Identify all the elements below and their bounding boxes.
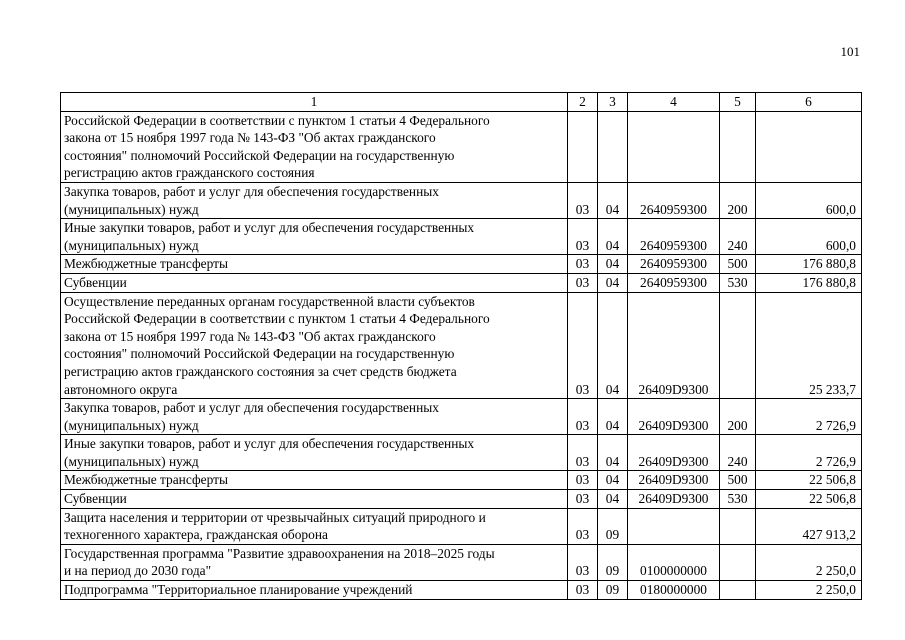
table-row (61, 399, 862, 435)
row-expense-type: 530 (720, 273, 756, 292)
row-subsection: 09 (598, 508, 628, 544)
row-amount: 22 506,8 (756, 490, 862, 509)
page-number: 101 (840, 44, 860, 59)
row-amount: 427 913,2 (756, 508, 862, 544)
budget-table (60, 92, 862, 600)
row-section: 03 (568, 255, 598, 274)
row-expense-type: 530 (720, 490, 756, 509)
row-subsection: 04 (598, 471, 628, 490)
table-header-row (61, 93, 862, 112)
row-amount: 2 250,0 (756, 581, 862, 600)
row-expense-type: 500 (720, 471, 756, 490)
table-body (61, 111, 862, 599)
table-row (61, 255, 862, 274)
row-target-article: 26409D9300 (628, 292, 720, 399)
row-subsection: 09 (598, 544, 628, 580)
column-header-2: 2 (568, 93, 598, 112)
row-expense-type: 500 (720, 255, 756, 274)
row-target-article: 26409D9300 (628, 435, 720, 471)
row-section: 03 (568, 292, 598, 399)
table-row (61, 292, 862, 399)
column-header-1: 1 (61, 93, 568, 112)
table-row (61, 471, 862, 490)
row-description: Межбюджетные трансферты (61, 471, 568, 490)
row-target-article: 2640959300 (628, 219, 720, 255)
row-amount: 176 880,8 (756, 255, 862, 274)
row-expense-type (720, 508, 756, 544)
row-section: 03 (568, 490, 598, 509)
row-section: 03 (568, 471, 598, 490)
row-expense-type (720, 544, 756, 580)
row-target-article: 2640959300 (628, 273, 720, 292)
row-section: 03 (568, 182, 598, 218)
row-expense-type (720, 111, 756, 182)
row-description: Субвенции (61, 273, 568, 292)
row-description: Межбюджетные трансферты (61, 255, 568, 274)
table-row (61, 508, 862, 544)
row-description: Защита населения и территории от чрезвычайных ситуаций природного и техногенного характера, гражданская оборона (61, 508, 568, 544)
row-section: 03 (568, 508, 598, 544)
row-description: Российской Федерации в соответствии с пунктом 1 статьи 4 Федерального закона от 15 ноября 1997 года № 143-ФЗ "Об актах гражданского состояния" полномочий Российской Федерации на государственную регистрацию актов гражданского состояния (61, 111, 568, 182)
row-description: Закупка товаров, работ и услуг для обеспечения государственных (муниципальных) нужд (61, 182, 568, 218)
table-row (61, 182, 862, 218)
row-amount: 2 726,9 (756, 435, 862, 471)
table-row (61, 581, 862, 600)
row-section: 03 (568, 273, 598, 292)
row-subsection: 09 (598, 581, 628, 600)
table-row (61, 435, 862, 471)
row-subsection: 04 (598, 255, 628, 274)
row-target-article: 0180000000 (628, 581, 720, 600)
row-description: Закупка товаров, работ и услуг для обеспечения государственных (муниципальных) нужд (61, 399, 568, 435)
row-amount: 600,0 (756, 219, 862, 255)
row-expense-type: 200 (720, 182, 756, 218)
row-description: Субвенции (61, 490, 568, 509)
row-amount (756, 111, 862, 182)
row-amount: 600,0 (756, 182, 862, 218)
row-subsection: 04 (598, 182, 628, 218)
row-section: 03 (568, 581, 598, 600)
row-section: 03 (568, 399, 598, 435)
row-subsection (598, 111, 628, 182)
table-row (61, 219, 862, 255)
column-header-3: 3 (598, 93, 628, 112)
column-header-5: 5 (720, 93, 756, 112)
row-description: Иные закупки товаров, работ и услуг для обеспечения государственных (муниципальных) нужд (61, 219, 568, 255)
row-target-article: 26409D9300 (628, 399, 720, 435)
row-target-article (628, 111, 720, 182)
row-description: Подпрограмма "Территориальное планирование учреждений (61, 581, 568, 600)
row-target-article: 2640959300 (628, 255, 720, 274)
table-row (61, 273, 862, 292)
row-description: Государственная программа "Развитие здравоохранения на 2018–2025 годы и на период до 2030 года" (61, 544, 568, 580)
row-target-article: 2640959300 (628, 182, 720, 218)
row-target-article (628, 508, 720, 544)
row-section (568, 111, 598, 182)
row-expense-type: 200 (720, 399, 756, 435)
row-subsection: 04 (598, 435, 628, 471)
row-subsection: 04 (598, 399, 628, 435)
row-subsection: 04 (598, 490, 628, 509)
row-target-article: 0100000000 (628, 544, 720, 580)
row-amount: 2 726,9 (756, 399, 862, 435)
table-row (61, 490, 862, 509)
row-description: Осуществление переданных органам государственной власти субъектов Российской Федерации в соответствии с пунктом 1 статьи 4 Федерального закона от 15 ноября 1997 года № 143-ФЗ "Об актах гражданского состояния" полномочий Российской Федерации на государственную регистрацию актов гражданского состояния за счет средств бюджета автономного округа (61, 292, 568, 399)
row-target-article: 26409D9300 (628, 471, 720, 490)
row-amount: 22 506,8 (756, 471, 862, 490)
row-target-article: 26409D9300 (628, 490, 720, 509)
table-row (61, 544, 862, 580)
row-expense-type (720, 581, 756, 600)
row-amount: 2 250,0 (756, 544, 862, 580)
row-section: 03 (568, 435, 598, 471)
row-section: 03 (568, 219, 598, 255)
row-expense-type: 240 (720, 219, 756, 255)
row-expense-type: 240 (720, 435, 756, 471)
row-description: Иные закупки товаров, работ и услуг для обеспечения государственных (муниципальных) нужд (61, 435, 568, 471)
row-amount: 176 880,8 (756, 273, 862, 292)
row-expense-type (720, 292, 756, 399)
row-subsection: 04 (598, 292, 628, 399)
column-header-6: 6 (756, 93, 862, 112)
row-subsection: 04 (598, 219, 628, 255)
column-header-4: 4 (628, 93, 720, 112)
row-section: 03 (568, 544, 598, 580)
row-subsection: 04 (598, 273, 628, 292)
table-row (61, 111, 862, 182)
row-amount: 25 233,7 (756, 292, 862, 399)
